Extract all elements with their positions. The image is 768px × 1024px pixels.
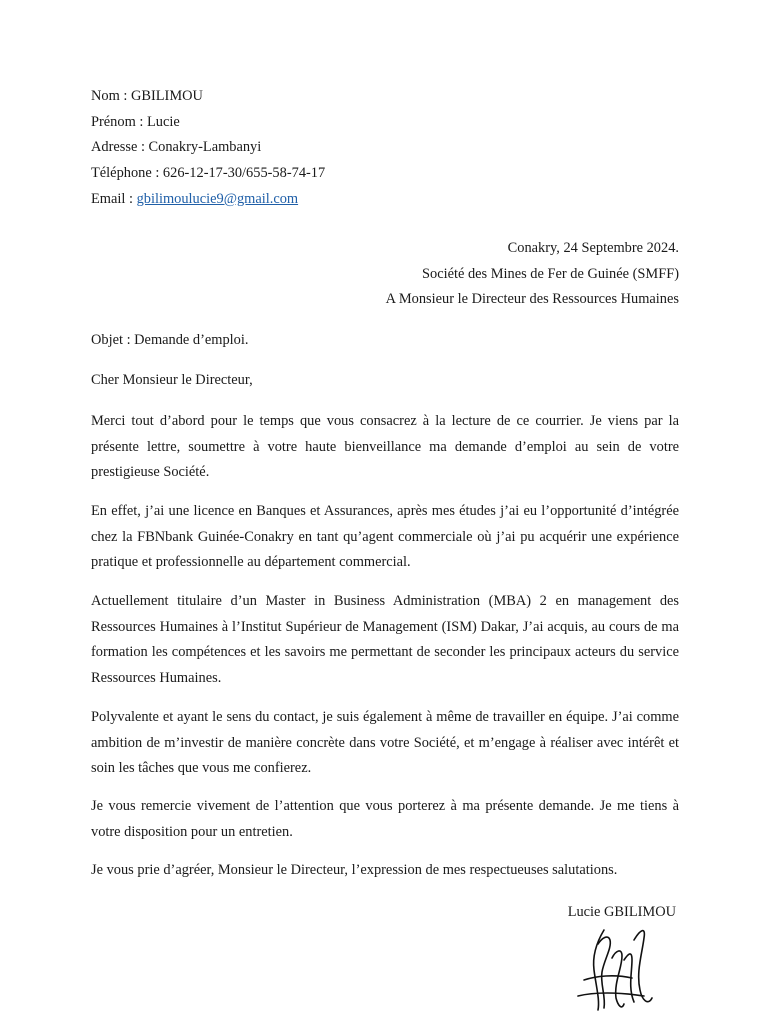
- recipient-company: Société des Mines de Fer de Guinée (SMFF): [422, 265, 679, 282]
- paragraph-6: Je vous prie d’agréer, Monsieur le Directeur, l’expression de mes respectueuses salutations.: [91, 862, 618, 878]
- sender-info: [91, 84, 679, 213]
- salutation-text: Cher Monsieur le Directeur,: [91, 372, 253, 388]
- recipient-info: [91, 236, 679, 313]
- recipient-addressee: A Monsieur le Directeur des Ressources Humaines: [385, 291, 679, 308]
- salutation-line: [91, 368, 679, 394]
- sender-name: Nom : GBILIMOU: [91, 88, 203, 104]
- sender-email-link[interactable]: gbilimoulucie9@gmail.com: [136, 190, 299, 207]
- paragraph-3: Actuellement titulaire d’un Master in Business Administration (MBA) 2 en management des Ressources Humaines à l’Institut Supérieur de Management (ISM) Dakar, J’ai acquis, au cours de ma formation les compétences et les savoirs me permettant de seconder les principaux acteurs du service Ressources Humaines.: [91, 593, 679, 687]
- paragraph-2: En effet, j’ai une licence en Banques et Assurances, après mes études j’ai eu l’opportunité d’intégrée chez la FBNbank Guinée-Conakry en tant qu’agent commerciale où j’ai pu acquérir une expérience pratique et professionnelle au département commercial.: [91, 503, 679, 571]
- paragraph-4: Polyvalente et ayant le sens du contact, je suis également à même de travailler en équipe. J’ai comme ambition de m’investir de manière concrète dans votre Société, et m’engage à réaliser avec intérêt et soin les tâches que vous me confierez.: [91, 709, 679, 777]
- signature-name: Lucie GBILIMOU: [567, 904, 676, 920]
- letter-date: Conakry, 24 Septembre 2024.: [507, 240, 679, 256]
- paragraph-5: Je vous remercie vivement de l’attention que vous porterez à ma présente demande. Je me tiens à votre disposition pour un entretien.: [91, 798, 679, 840]
- handwritten-signature: [574, 920, 658, 1016]
- sender-email-label: Email :: [91, 190, 137, 207]
- sender-firstname: Prénom : Lucie: [91, 113, 180, 130]
- paragraph-1: Merci tout d’abord pour le temps que vous consacrez à la lecture de ce courrier. Je viens par la présente lettre, soumettre à votre haute bienveillance ma demande d’emploi au sein de votre prestigieuse Société.: [91, 413, 679, 481]
- sender-email-line: [91, 187, 679, 213]
- sender-address: Adresse : Conakry-Lambanyi: [91, 139, 262, 156]
- sender-phone: Téléphone : 626-12-17-30/655-58-74-17: [91, 165, 326, 182]
- subject-line: [91, 328, 679, 354]
- subject-text: Objet : Demande d’emploi.: [91, 332, 249, 348]
